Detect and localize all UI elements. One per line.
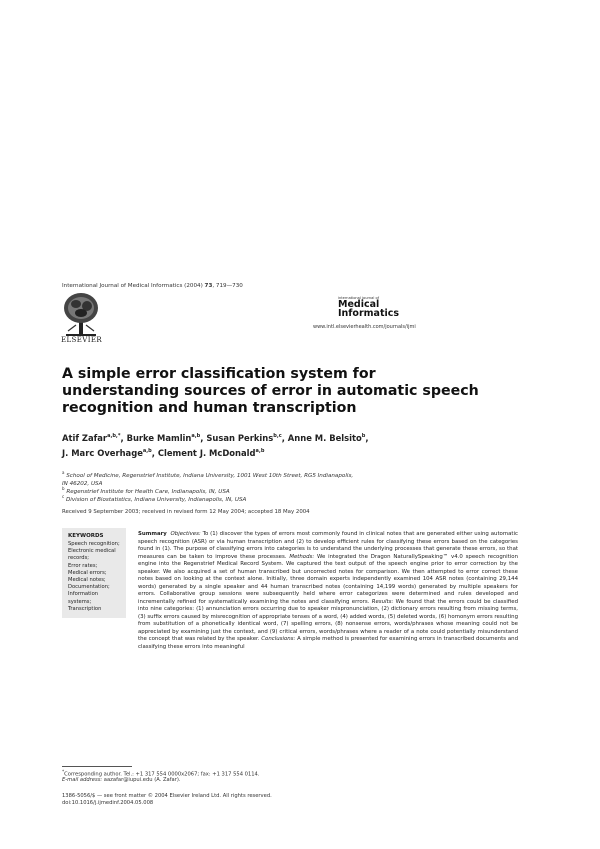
email-note: E-mail address: aazafar@iupui.edu (A. Zafar). — [62, 777, 181, 783]
corresponding-author-note: *Corresponding author. Tel.: +1 317 554 0000x2067; fax: +1 317 554 0114. — [62, 770, 260, 778]
journal-citation: International Journal of Medical Informatics (2004) 73, 719—730 — [62, 283, 243, 289]
author[interactable]: Atif Zafar$^{a,b,*}$ — [62, 432, 121, 443]
author[interactable]: Burke Mamlin$^{a,b}$ — [126, 432, 201, 443]
keyword-item: Transcription — [68, 605, 102, 612]
keyword-item: Speech recognition; — [68, 541, 120, 547]
journal-website[interactable]: www.intl.elsevierhealth.com/journals/ijmi — [313, 324, 416, 330]
affiliation: $^b$ Regenstrief Institute for Health Care, Indianapolis, IN, USA — [62, 486, 230, 495]
publisher-name: ELSEVIER — [61, 336, 103, 344]
affiliation: $^c$ Division of Biostatistics, Indiana University, Indianapolis, IN, USA — [62, 494, 247, 503]
author[interactable]: Susan Perkins$^{b,c}$ — [206, 432, 282, 443]
summary-label: Summary — [138, 531, 167, 537]
journal-brand — [338, 296, 399, 318]
author[interactable]: J. Marc Overhage$^{a,b}$ — [62, 447, 152, 458]
author-email[interactable]: aazafar@iupui.edu (A. Zafar). — [102, 777, 181, 783]
author[interactable]: Anne M. Belsito$^b$ — [287, 432, 366, 443]
keyword-item: records; — [68, 555, 90, 562]
brand-subtitle: international journal of — [338, 296, 379, 300]
journal-volume: 73 — [204, 283, 213, 289]
objectives-label: Objectives: — [170, 531, 201, 537]
footnote-rule — [62, 766, 132, 767]
affiliation: IN 46202, USA — [62, 480, 103, 487]
author[interactable]: Clement J. McDonald$^{a,b}$ — [157, 447, 265, 458]
keyword-item: Documentation; — [68, 584, 110, 591]
abstract-summary: Summary Objectives: To (1) discover the types of errors most commonly found in clinical notes that are generated either using automatic speech recognition (ASR) or via human transcription and (2) to develop efficient rules for classifying these errors based on the categories found in (1). The purpose of classifying errors into categories is to understand the underlying processes that generate these errors, so that measures can be taken to improve these processes. Methods: We integrated the Dragon NaturallySpeaking™ v4.0 speech recognition engine into the Regenstrief Medical Record System. We captured the text output of the speech engine prior to error correction by the speaker. We also acquired a set of human transcribed but uncorrected notes for comparison. We then attempted to error correct these notes based on looking at the context alone. Initially, three domain experts independently examined 104 ASR notes (containing 29,144 words) generated by a single speaker and 44 human transcribed notes (containing 14,199 words) generated by multiple speakers for errors. Collaborative group sessions were subsequently held where error categorizes were determined and rules developed and incrementally refined for systematically examining the notes and classifying errors. Results: We found that the errors could be classified into nine categories: (1) annunciation errors occurring due to speaker mispronunciation, (2) dictionary errors resulting from missing terms, (3) suffix errors caused by misrecognition of appropriate tenses of a word, (4) added words, (5) deleted words, (6) homonym errors resulting from substitution of a phonetically identical word, (7) spelling errors, (8) nonsense errors, words/phrases whose meaning could not be appreciated by examining just the context, and (9) critical errors, words/phrases where a reader of a note could potentially misunderstand the concept that was related by the speaker. Conclusions: A simple method is presented for examining errors in transcribed documents and classifying these errors into meaningful — [138, 531, 519, 650]
results-label: Results: — [371, 598, 394, 605]
brand-line-1: Medical — [338, 299, 380, 310]
keyword-item: Medical notes; — [68, 577, 106, 584]
keyword-item: Medical errors; — [68, 569, 107, 576]
keyword-item: Electronic medical — [68, 548, 116, 555]
keywords-heading: KEYWORDS — [68, 533, 104, 539]
doi-line[interactable]: doi:10.1016/j.ijmedinf.2004.05.008 — [62, 800, 154, 806]
affiliation: $^a$ School of Medicine, Regenstrief Institute, Indiana University, 1001 West 10th Street, RG5 Indianapolis, — [62, 470, 354, 479]
conclusions-label: Conclusions: — [261, 636, 296, 642]
keyword-item: Error rates; — [68, 562, 98, 569]
methods-label: Methods: — [289, 553, 315, 560]
author-list: Atif Zafar$^{a,b,*}$, Burke Mamlin$^{a,b}$, Susan Perkins$^{b,c}$, Anne M. Belsito$^b$, J. Marc Overhage$^{a,b}$, Clement J. McDonald$^{a,b}$ — [62, 432, 369, 458]
keywords-box — [62, 528, 126, 618]
keyword-item: Information systems; — [68, 591, 99, 605]
elsevier-tree-logo — [60, 291, 102, 339]
received-dates: Received 9 September 2003; received in revised form 12 May 2004; accepted 18 May 2004 — [62, 509, 310, 515]
article-title: A simple error classification system for understanding sources of error in automatic speech recognition and human transcription — [62, 366, 479, 416]
copyright-line: 1386-5056/$ — see front matter © 2004 Elsevier Ireland Ltd. All rights reserved. — [62, 793, 272, 799]
brand-line-2: Informatics — [338, 308, 400, 319]
